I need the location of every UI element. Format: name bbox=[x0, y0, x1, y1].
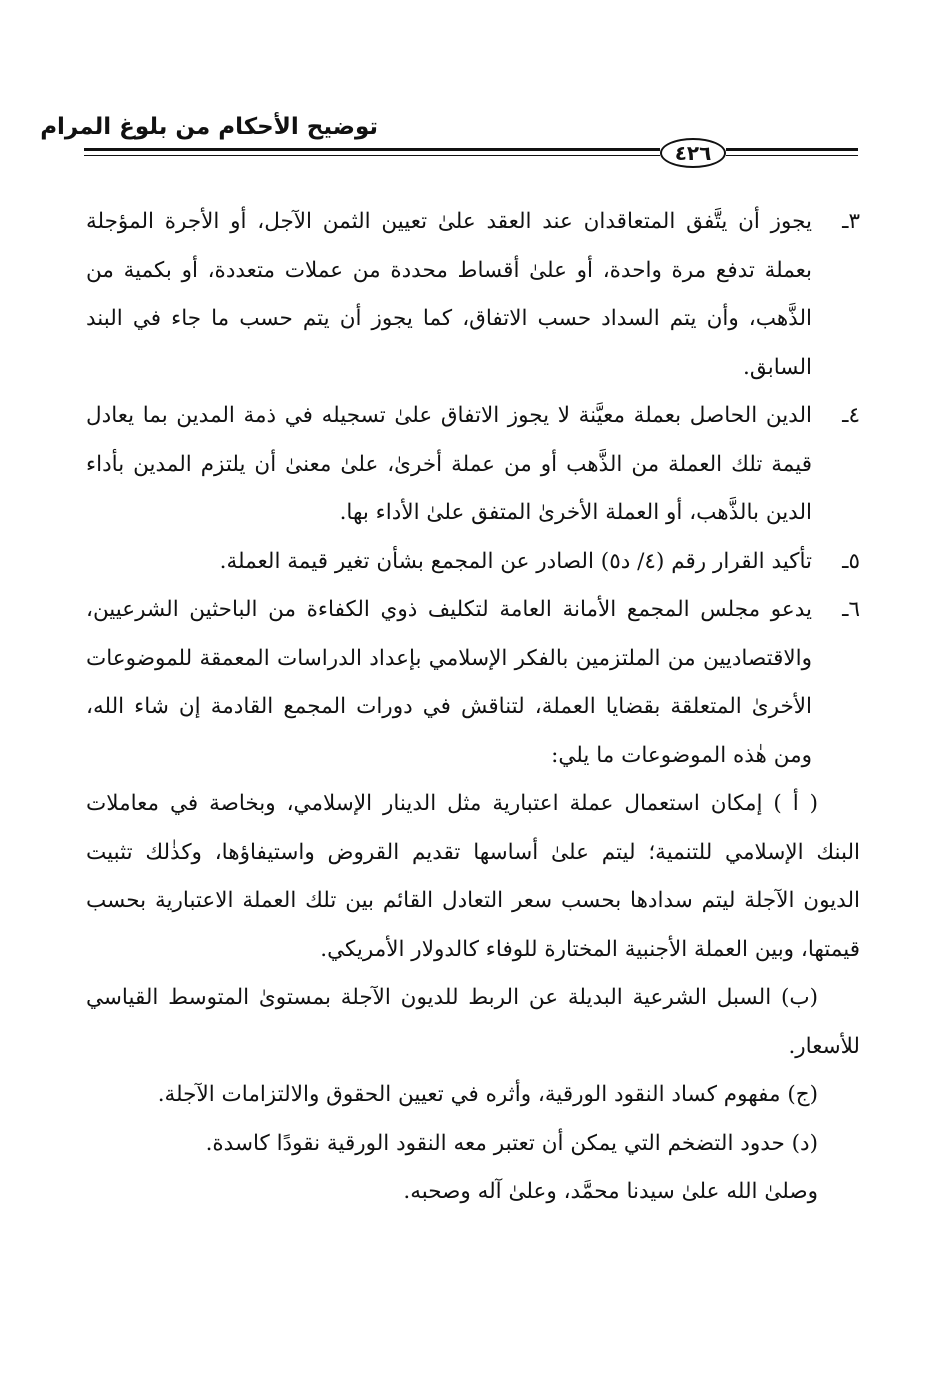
numbered-item-4 bbox=[86, 392, 860, 538]
running-header-title: توضيح الأحكام من بلوغ المرام bbox=[40, 114, 378, 140]
page-number: ٤٢٦ bbox=[674, 141, 712, 165]
sub-item-d: (د) حدود التضخم التي يمكن أن تعتبر معه النقود الورقية نقودًا كاسدة. bbox=[205, 1130, 818, 1156]
page-number-badge bbox=[660, 138, 726, 168]
numbered-item-3 bbox=[86, 198, 860, 392]
header-rule-thin-left bbox=[84, 155, 660, 156]
closing-line: وصلىٰ الله علىٰ سيدنا محمَّد، وعلىٰ آله وصحبه. bbox=[403, 1179, 818, 1204]
numbered-item-6 bbox=[86, 586, 860, 780]
item-number: ٥ـ bbox=[842, 548, 860, 574]
item-text: يجوز أن يتَّفق المتعاقدان عند العقد علىٰ تعيين الثمن الآجل، أو الأجرة المؤجلة بعملة تدفع مرة واحدة، أو علىٰ أقساط محددة من عملات متعددة، أو بكمية من الذَّهب، وأن يتم السداد حسب الاتفاق، كما يجوز أن يتم حسب ما جاء في البند السابق. bbox=[86, 209, 812, 380]
page-body bbox=[86, 198, 860, 1217]
numbered-item-5 bbox=[86, 538, 860, 587]
item-text: يدعو مجلس المجمع الأمانة العامة لتكليف ذوي الكفاءة من الباحثين الشرعيين، والاقتصاديين من الملتزمين بالفكر الإسلامي بإعداد الدراسات المعمقة للموضوعات الأخرىٰ المتعلقة بقضايا العملة، لتناقش في دورات المجمع القادمة إن شاء الله، ومن هٰذه الموضوعات ما يلي: bbox=[86, 597, 812, 768]
item-text: الدين الحاصل بعملة معيَّنة لا يجوز الاتفاق علىٰ تسجيله في ذمة المدين بما يعادل قيمة تلك العملة من الذَّهب أو من عملة أخرىٰ، علىٰ معنىٰ أن يلتزم المدين بأداء الدين بالذَّهب، أو العملة الأخرىٰ المتفق علىٰ الأداء بها. bbox=[86, 403, 812, 525]
header-rule-thin-right bbox=[726, 155, 858, 156]
item-number: ٤ـ bbox=[842, 403, 860, 428]
header-rule-thick-right bbox=[726, 148, 858, 151]
header-rule-thick-left bbox=[84, 148, 660, 151]
item-number: ٦ـ bbox=[842, 597, 860, 622]
sub-item-a: ( أ ) إمكان استعمال عملة اعتبارية مثل الدينار الإسلامي، وبخاصة في معاملات البنك الإسلامي للتنمية؛ ليتم علىٰ أساسها تقديم القروض واستيفاؤها، وكذٰلك تثبيت الديون الآجلة ليتم سدادها بحسب سعر التعادل القائم بين تلك العملة الاعتبارية بحسب قيمتها، وبين العملة الأجنبية المختارة للوفاء كالدولار الأمريكي. bbox=[86, 791, 860, 962]
sub-item-b: (ب) السبل الشرعية البديلة عن الربط للديون الآجلة بمستوىٰ المتوسط القياسي للأسعار. bbox=[86, 985, 860, 1059]
item-text: تأكيد القرار رقم (٤/ د٥) الصادر عن المجمع بشأن تغير قيمة العملة. bbox=[219, 548, 812, 574]
item-number: ٣ـ bbox=[842, 209, 860, 234]
sub-item-c: (ج) مفهوم كساد النقود الورقية، وأثره في تعيين الحقوق والالتزامات الآجلة. bbox=[157, 1082, 818, 1107]
